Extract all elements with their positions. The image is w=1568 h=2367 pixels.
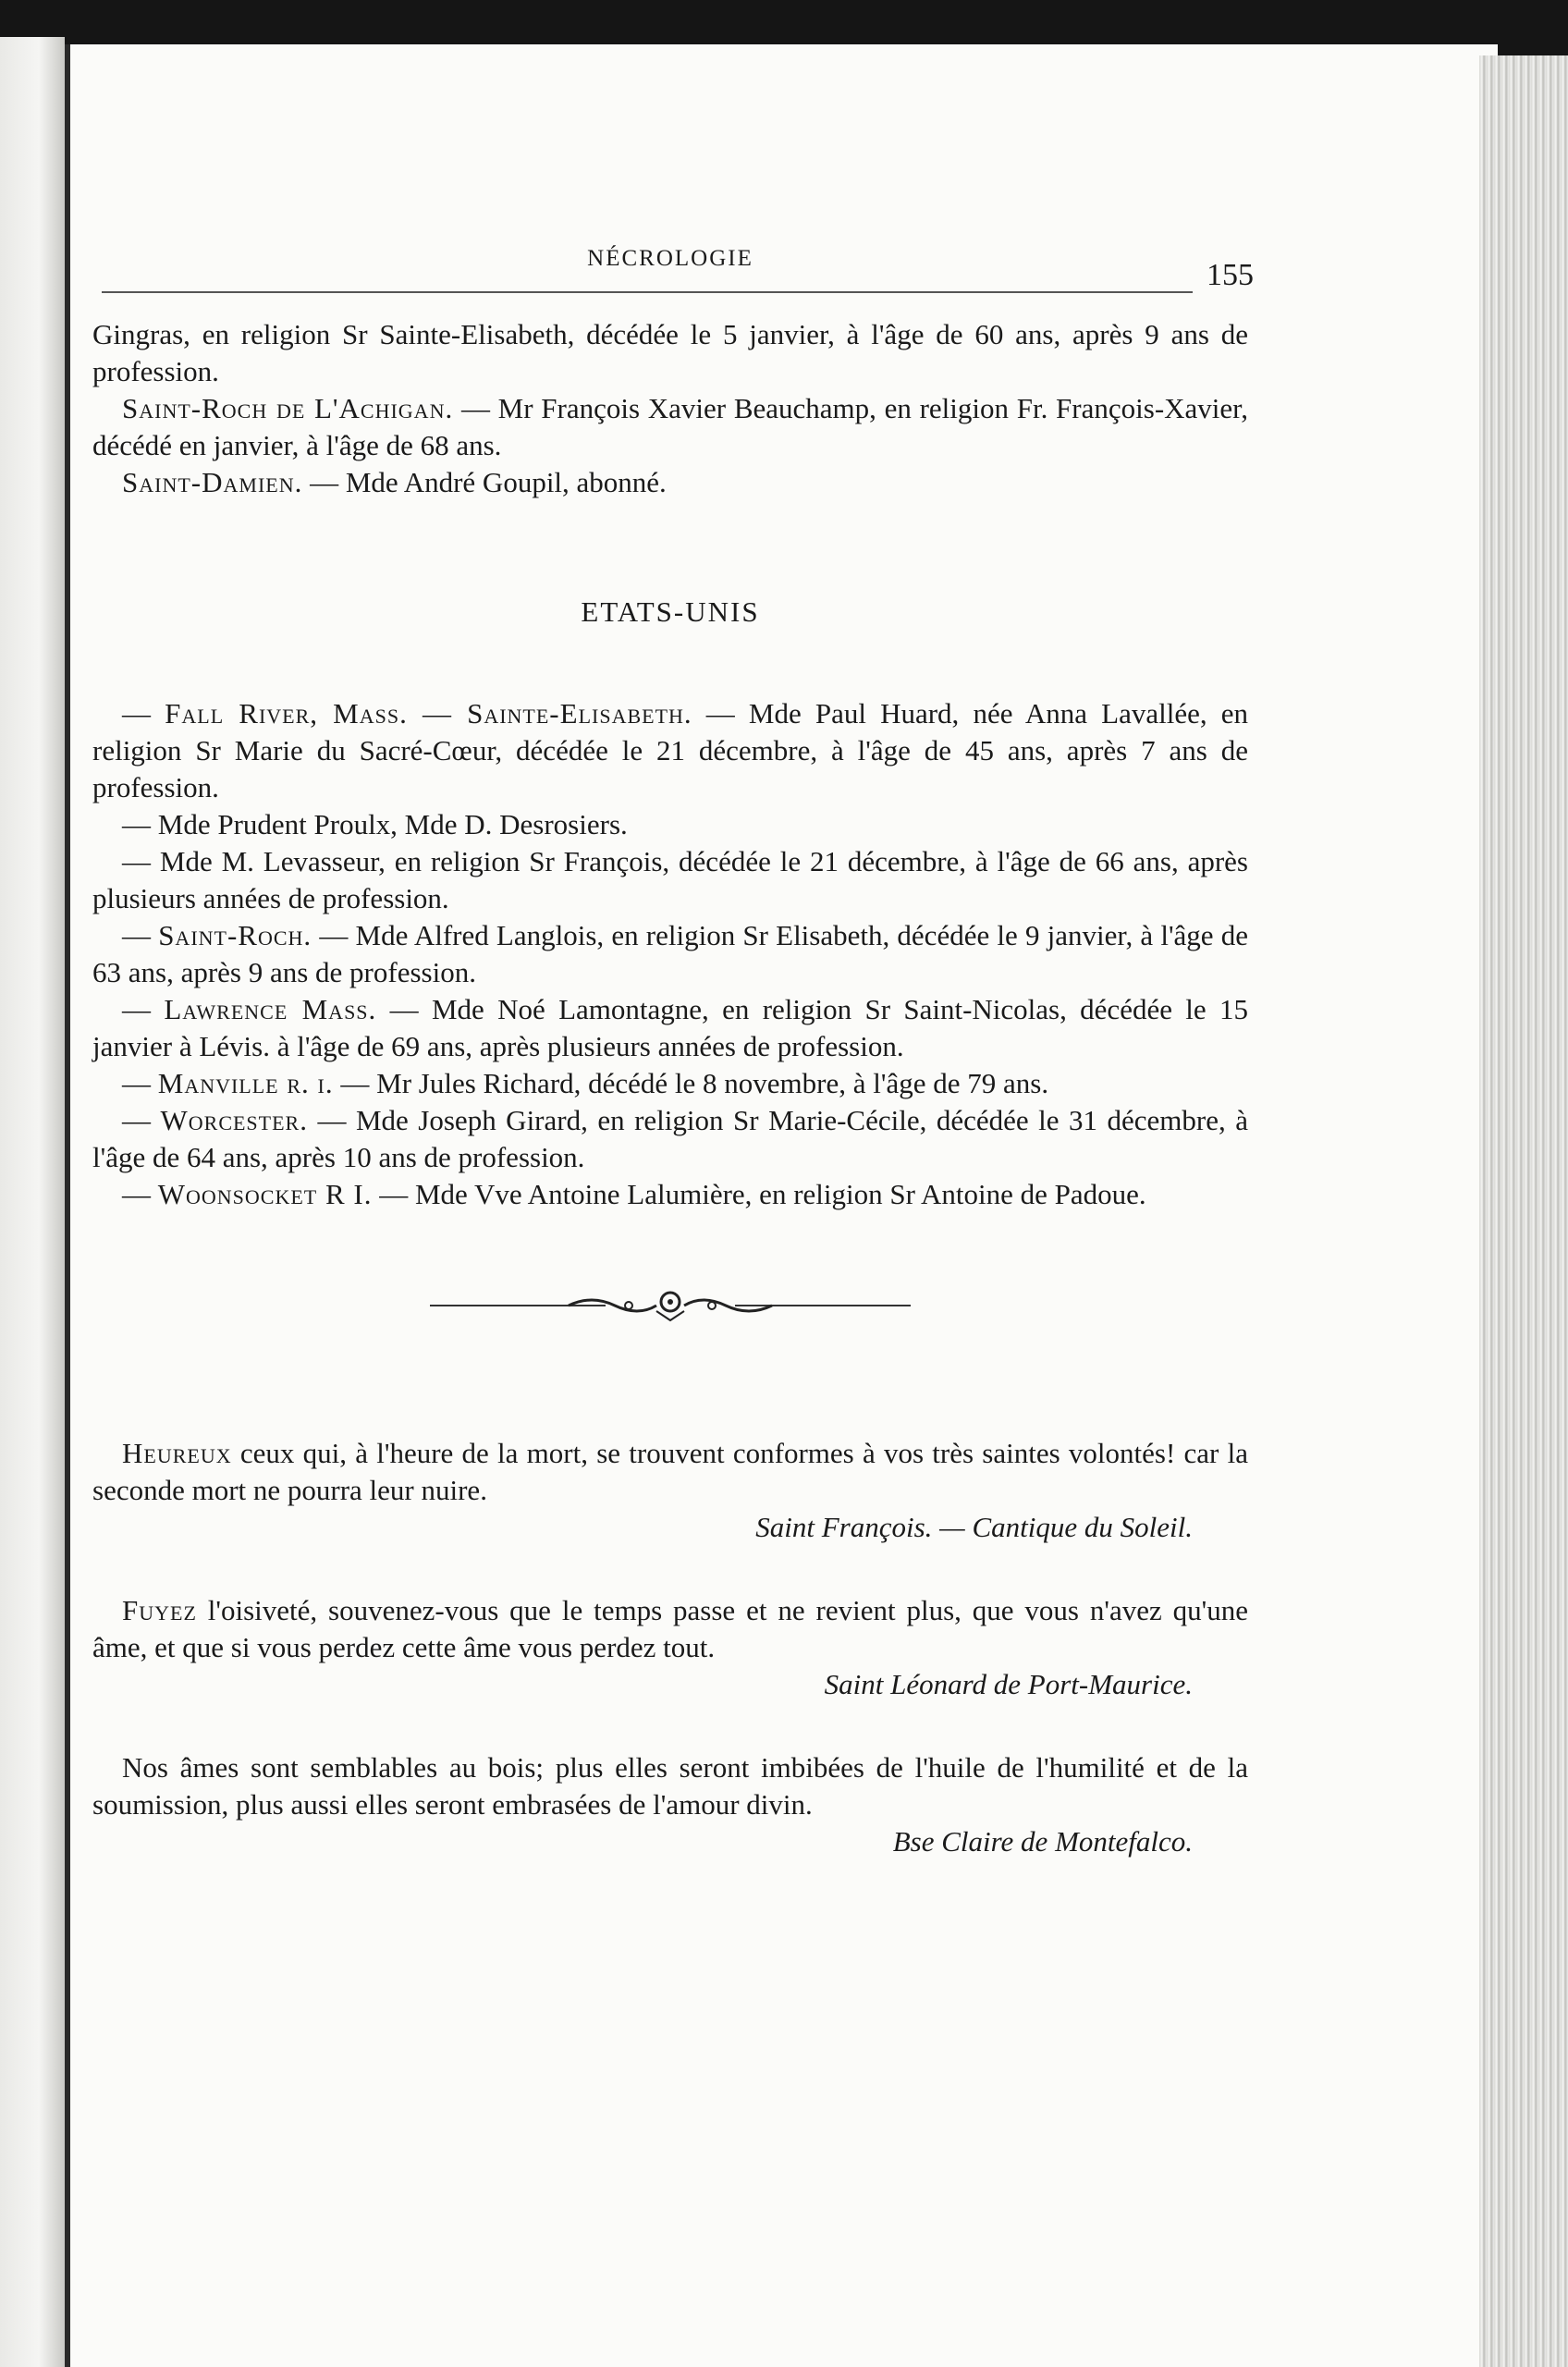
entry-paragraph bbox=[92, 806, 1248, 843]
quote-text: l'oisiveté, souvenez-vous que le temps passe et ne revient plus, que vous n'avez qu'une âme, et que si vous perdez cette âme vous perdez tout. bbox=[92, 1594, 1248, 1663]
entry-dash: — bbox=[122, 919, 159, 951]
entry-place: Fall River, Mass. — Sainte-Elisabeth. bbox=[165, 697, 692, 730]
entry-paragraph bbox=[92, 464, 1248, 501]
entry-text: — Mde Noé Lamontagne, en religion Sr Saint-Nicolas, décédée le 15 janvier à Lévis. à l'âge de 69 ans, après plusieurs années de profession. bbox=[92, 993, 1248, 1062]
quote-paragraph bbox=[92, 1435, 1248, 1509]
entry-dash: — bbox=[122, 845, 160, 877]
facing-page-edge bbox=[0, 37, 65, 2367]
entry-text: — Mde André Goupil, abonné. bbox=[302, 466, 667, 498]
entry-dash: — bbox=[122, 1104, 161, 1136]
entry-dash: — bbox=[122, 808, 158, 840]
entry-text: — Mde Alfred Langlois, en religion Sr Elisabeth, décédée le 9 janvier, à l'âge de 63 ans, après 9 ans de profession. bbox=[92, 919, 1248, 988]
quotes bbox=[92, 1435, 1248, 1860]
entry-paragraph bbox=[92, 1065, 1248, 1102]
entry-place: Woonsocket R I. bbox=[157, 1178, 373, 1210]
entry-place: Manville r. i. bbox=[157, 1067, 334, 1099]
entry-text: Mde M. Levasseur, en religion Sr François, décédée le 21 décembre, à l'âge de 66 ans, après plusieurs années de profession. bbox=[92, 845, 1249, 914]
page-stack-edge bbox=[1479, 55, 1568, 2367]
ornament-divider bbox=[92, 1287, 1248, 1324]
quote-text: Nos âmes sont semblables au bois; plus elles seront imbibées de l'huile de l'humilité et de la soumission, plus aussi elles seront embrasées de l'amour divin. bbox=[92, 1751, 1248, 1821]
entry-text: Gingras, en religion Sr Sainte-Elisabeth, décédée le 5 janvier, à l'âge de 60 ans, après 9 ans de profession. bbox=[92, 318, 1248, 387]
entry-paragraph bbox=[92, 1176, 1248, 1213]
quote-attribution: Saint Léonard de Port-Maurice. bbox=[824, 1668, 1193, 1700]
entry-dash: — bbox=[122, 1067, 158, 1099]
entry-dash: — bbox=[122, 1178, 158, 1210]
quote-first-word: Fuyez bbox=[122, 1594, 197, 1626]
section-title: ETATS-UNIS bbox=[581, 595, 760, 628]
quote-attribution: Saint François. — Cantique du Soleil. bbox=[755, 1511, 1193, 1543]
entry-paragraph bbox=[92, 843, 1248, 917]
entry-text: Mde Prudent Proulx, Mde D. Desrosiers. bbox=[157, 808, 628, 840]
entry-place: Saint-Roch de L'Achigan. bbox=[122, 392, 454, 424]
page-number: 155 bbox=[1207, 258, 1254, 292]
entry-text: — Mr Jules Richard, décédé le 8 novembre, à l'âge de 79 ans. bbox=[333, 1067, 1049, 1099]
page-header bbox=[92, 185, 1254, 292]
entry-paragraph bbox=[92, 390, 1248, 464]
entry-place: Lawrence Mass. bbox=[164, 993, 377, 1025]
entry-paragraph bbox=[92, 1102, 1248, 1176]
entry-paragraph bbox=[92, 991, 1248, 1065]
quote-paragraph bbox=[92, 1749, 1248, 1823]
quote-attribution: Bse Claire de Montefalco. bbox=[892, 1825, 1193, 1858]
entry-text: — Mr François Xavier Beauchamp, en religion Fr. François-Xavier, décédé en janvier, à l'âge de 68 ans. bbox=[92, 392, 1248, 461]
quote-text: ceux qui, à l'heure de la mort, se trouvent conformes à vos très saintes volontés! car la seconde mort ne pourra leur nuire. bbox=[92, 1437, 1248, 1506]
page-content bbox=[92, 185, 1254, 1860]
entry-text: — Mde Joseph Girard, en religion Sr Marie-Cécile, décédée le 31 décembre, à l'âge de 64 ans, après 10 ans de profession. bbox=[92, 1104, 1248, 1173]
entry-dash: — bbox=[122, 993, 165, 1025]
entry-place: Saint-Roch. bbox=[158, 919, 312, 951]
quote-paragraph bbox=[92, 1592, 1248, 1666]
usa-entries bbox=[92, 695, 1248, 1213]
entry-dash: — bbox=[122, 697, 165, 730]
canada-entries bbox=[92, 316, 1248, 501]
entry-paragraph bbox=[92, 316, 1248, 390]
quote-first-word: Heureux bbox=[122, 1437, 232, 1469]
entry-place: Worcester. bbox=[160, 1104, 308, 1136]
entry-place: Saint-Damien. bbox=[122, 466, 303, 498]
entry-paragraph bbox=[92, 695, 1248, 806]
entry-text: — Mde Paul Huard, née Anna Lavallée, en religion Sr Marie du Sacré-Cœur, décédée le 21 décembre, à l'âge de 45 ans, après 7 ans de profession. bbox=[92, 697, 1248, 803]
running-title: NÉCROLOGIE bbox=[587, 246, 753, 271]
flourish-ornament-icon bbox=[430, 1287, 911, 1324]
entry-paragraph bbox=[92, 917, 1248, 991]
entry-text: — Mde Vve Antoine Lalumière, en religion Sr Antoine de Padoue. bbox=[372, 1178, 1146, 1210]
